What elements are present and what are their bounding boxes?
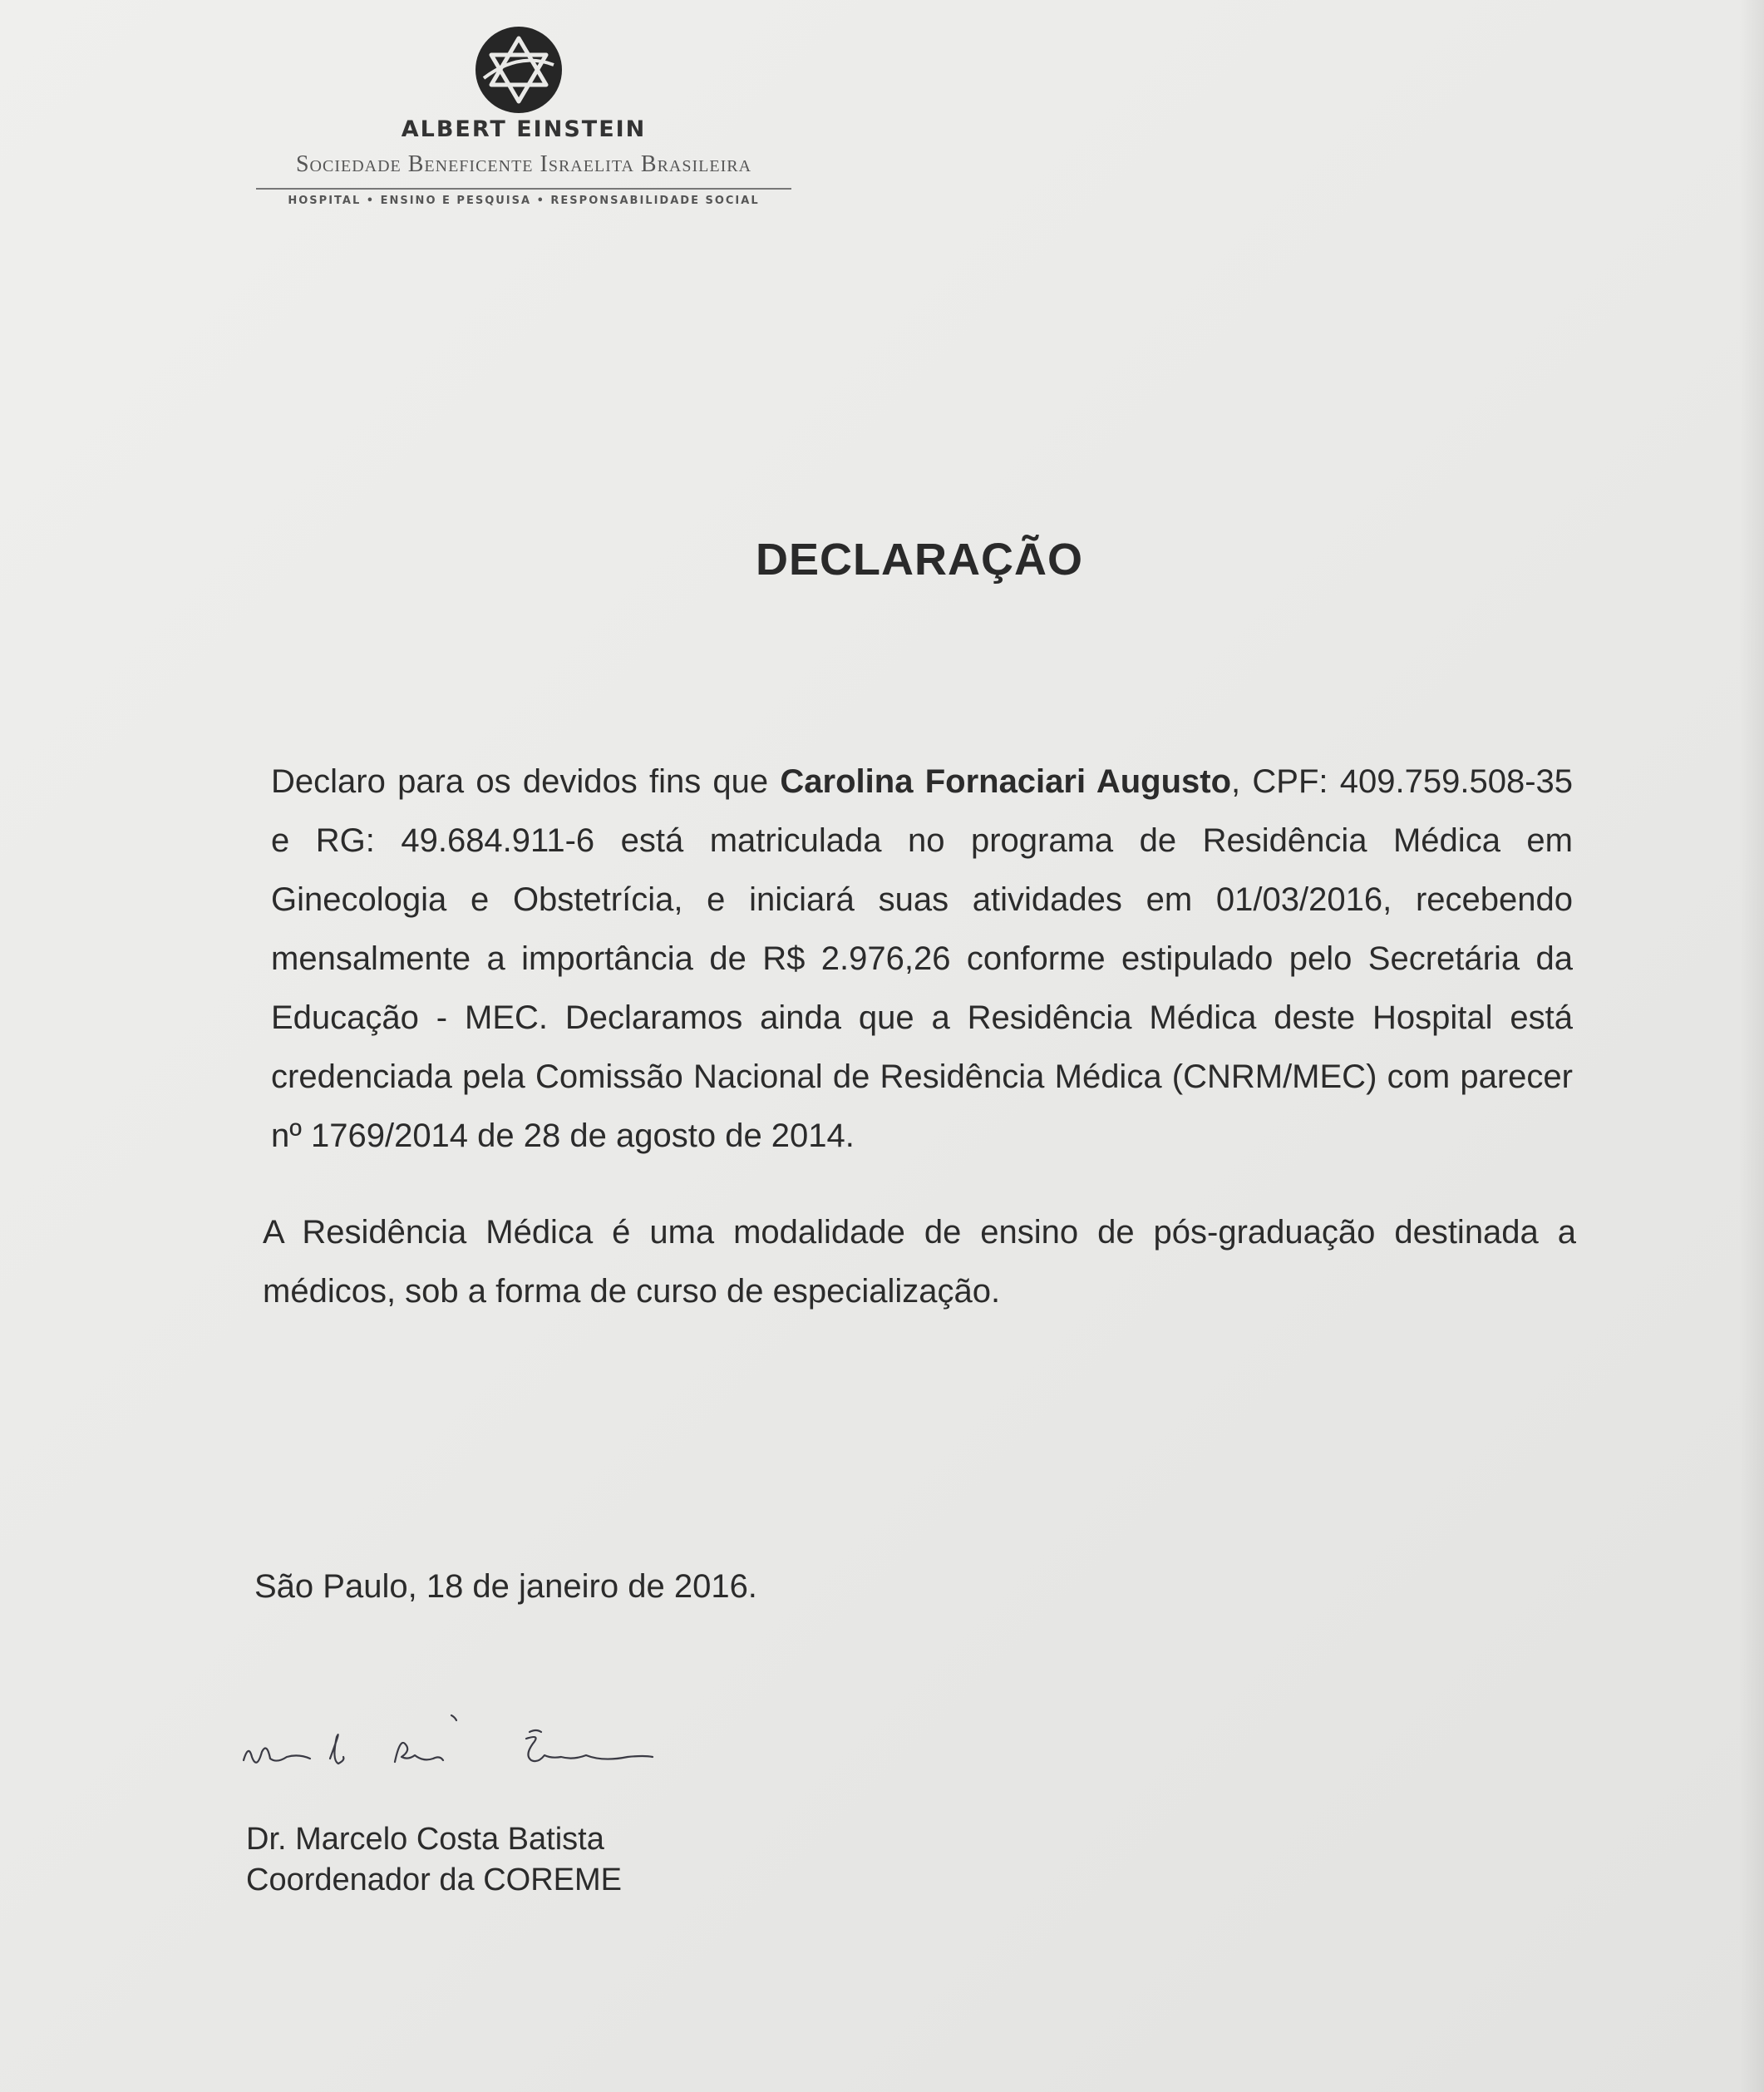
paragraph-intro: Declaro para os devidos fins que <box>271 763 781 800</box>
handwritten-signature <box>237 1709 694 1784</box>
letterhead-divider <box>256 188 791 190</box>
paragraph-details: , CPF: 409.759.508-35 e RG: 49.684.911-6 está matriculada no programa de Residência Médica em Ginecologia e Obstetrícia, e iniciará suas atividades em 01/03/2016, recebendo mensalmente a importância de R$ 2.976,26 conforme estipulado pelo Secretária da Educação - MEC. Declaramos ainda que a Residência Médica deste Hospital está credenciada pela Comissão Nacional de Residência Médica (CNRM/MEC) com parecer nº 1769/2014 de 28 de agosto de 2014. <box>271 763 1574 1154</box>
org-tagline: HOSPITAL • ENSINO E PESQUISA • RESPONSABILIDADE SOCIAL <box>288 195 760 207</box>
residency-definition-paragraph: A Residência Médica é uma modalidade de ensino de pós-graduação destinada a médicos, sob a forma de curso de especialização. <box>263 1214 1576 1310</box>
org-name: ALBERT EINSTEIN <box>401 116 647 142</box>
recipient-name: Carolina Fornaciari Augusto <box>780 763 1232 800</box>
signer-role: Coordenador da COREME <box>246 1863 622 1897</box>
star-of-david-logo-icon <box>472 23 565 116</box>
declaration-paragraph <box>271 752 1573 1166</box>
document-title: DECLARAÇÃO <box>756 535 1083 585</box>
letterhead <box>249 23 798 206</box>
signer-name: Dr. Marcelo Costa Batista <box>246 1822 604 1857</box>
page-edge-shadow <box>1739 0 1764 2092</box>
date-line: São Paulo, 18 de janeiro de 2016. <box>254 1568 757 1605</box>
org-full-name: Sociedade Beneficente Israelita Brasileira <box>295 151 752 177</box>
